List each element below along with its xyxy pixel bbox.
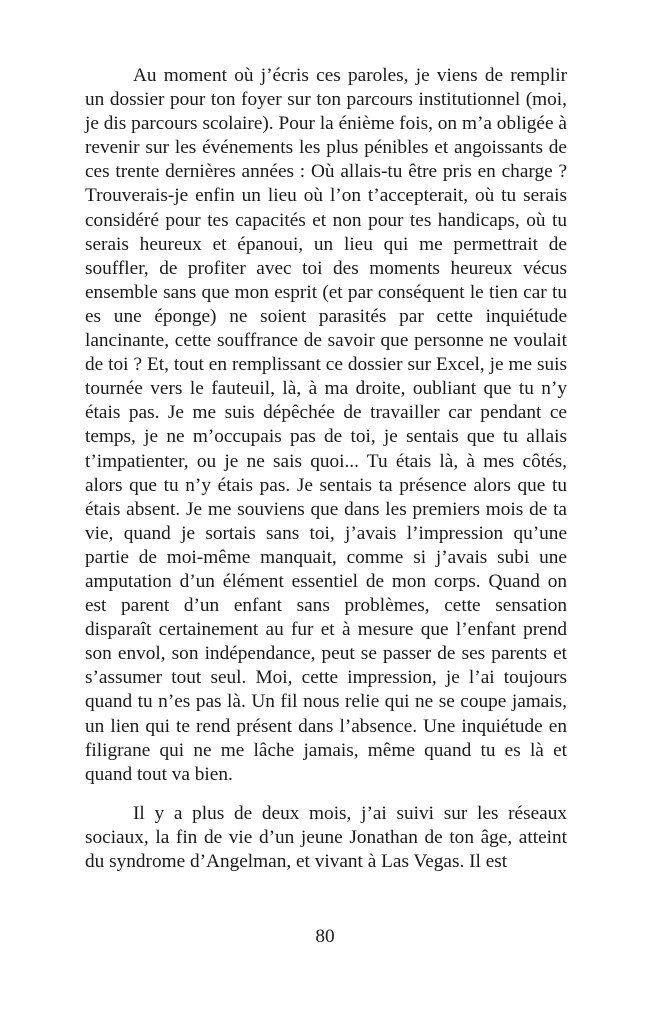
paragraph-2: Il y a plus de deux mois, j’ai suivi sur les réseaux sociaux, la fin de vie d’un jeune Jonathan de ton âge, atteint du syndrome d’Angelman, et vivant à Las Vegas. Il est (85, 802, 567, 872)
paragraph-1: Au moment où j’écris ces paroles, je viens de remplir un dossier pour ton foyer sur ton parcours institutionnel (moi, je dis parcours scolaire). Pour la énième fois, on m’a obligée à revenir sur les événements les plus pénibles et angoissants de ces trente dernières années : Où allais-tu être pris en charge ? Trouverais-je enfin un lieu où l’on t’accepterait, où tu serais considéré pour tes capacités et non pour tes handicaps, où tu serais heureux et épanoui, un lieu qui me permettrait de souffler, de profiter avec toi des moments heureux vécus ensemble sans que mon esprit (et par conséquent le tien car tu es une éponge) ne soient parasités par cette inquiétude lancinante, cette souffrance de savoir que personne ne voulait de toi ? Et, tout en remplissant ce dossier sur Excel, je me suis tournée vers le fauteuil, là, à ma droite, oubliant que tu n’y étais pas. Je me suis dépêchée de travailler car pendant ce temps, je ne m’occupais pas de toi, je sentais que tu allais t’impatienter, ou je ne sais quoi... Tu étais là, à mes côtés, alors que tu n’y étais pas. Je sentais ta présence alors que tu étais absent. Je me souviens que dans les premiers mois de ta vie, quand je sortais sans toi, j’avais l’impression qu’une partie de moi-même manquait, comme si j’avais subi une amputation d’un élément essentiel de mon corps. Quand on est parent d’un enfant sans problèmes, cette sensation disparaît certainement au fur et à mesure que l’enfant prend son envol, son indépendance, peut se passer de ses parents et s’assumer tout seul. Moi, cette impression, je l’ai toujours quand tu n’es pas là. Un fil nous relie qui ne se coupe jamais, un lien qui te rend présent dans l’absence. Une inquiétude en filigrane qui ne me lâche jamais, même quand tu es là et quand tout va bien. (85, 65, 567, 785)
page-number: 80 (315, 926, 335, 947)
page-body (85, 64, 567, 874)
